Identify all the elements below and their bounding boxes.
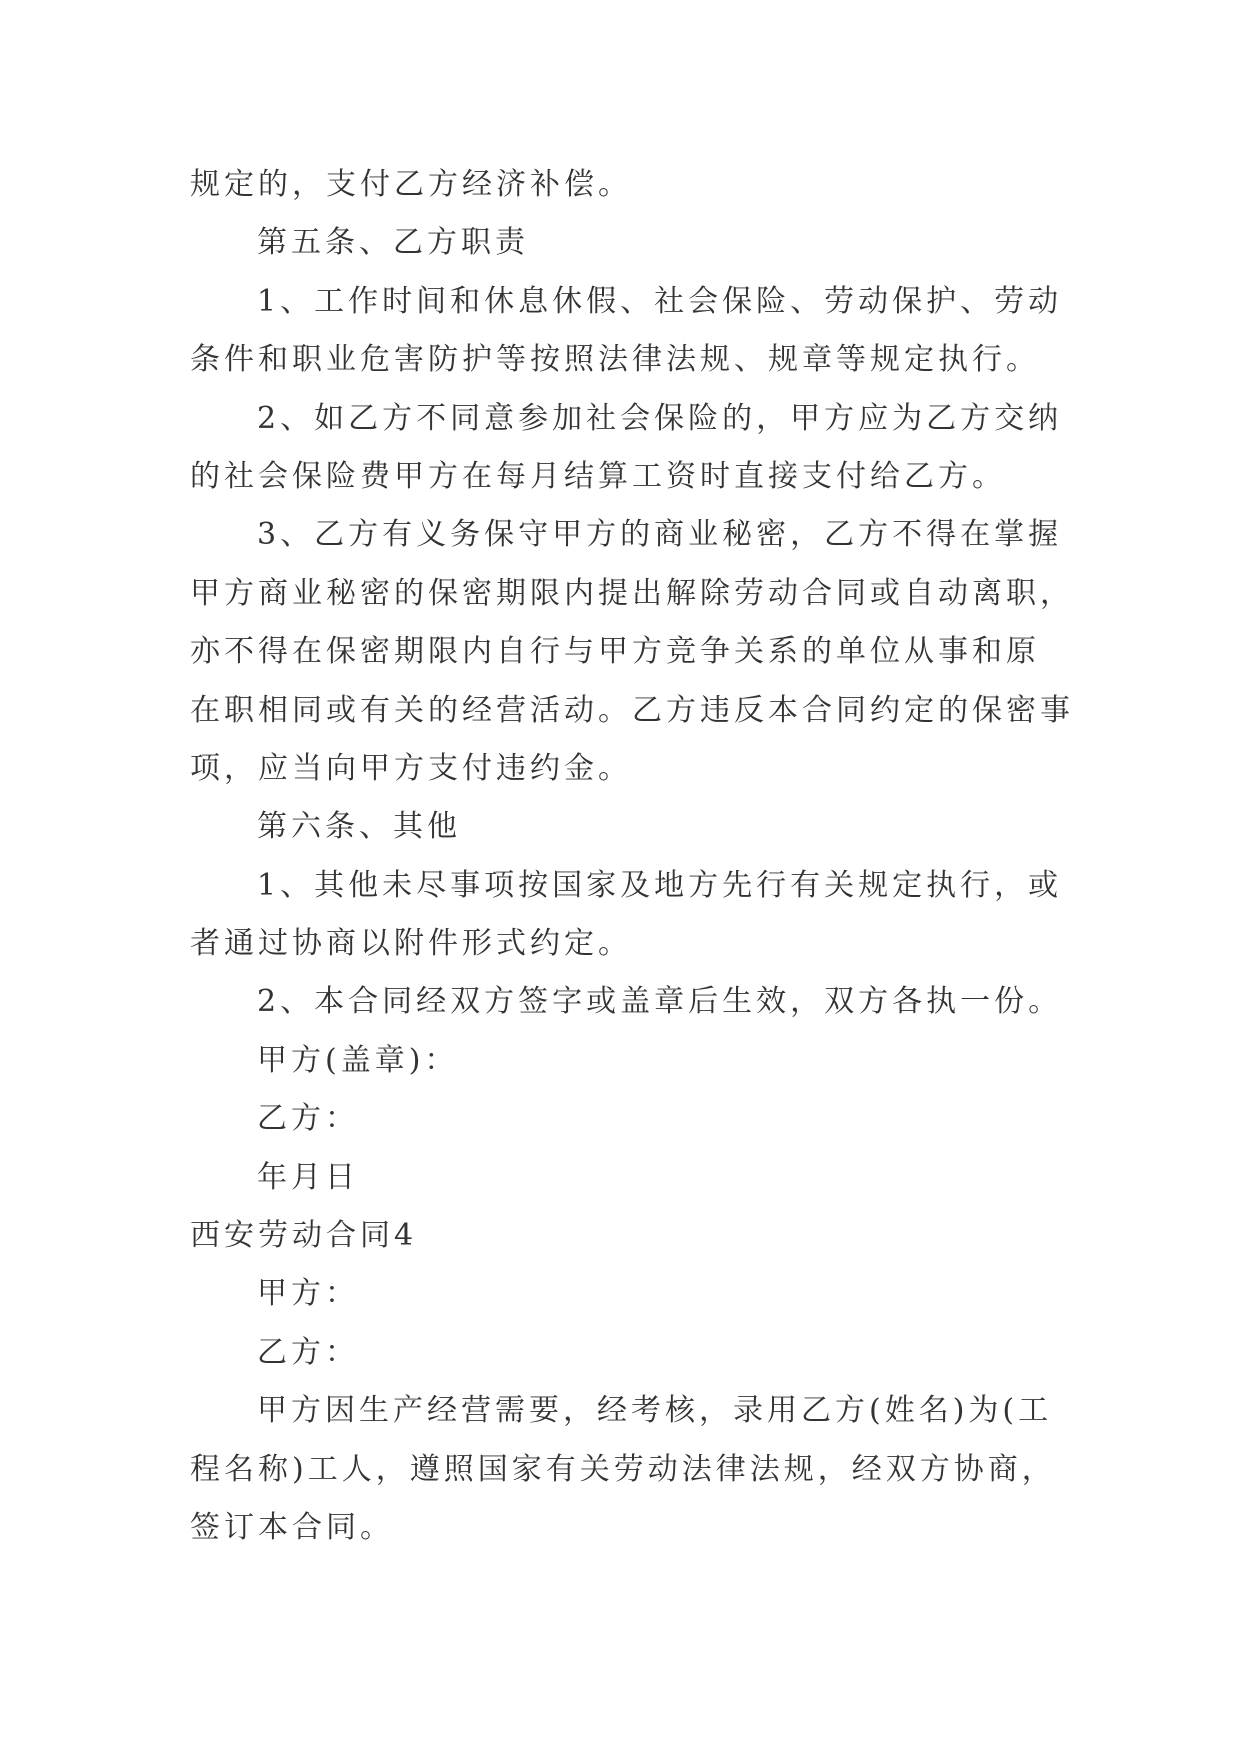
party-a-field: 甲方： (257, 1276, 359, 1312)
text-line: 者通过协商以附件形式约定。 (190, 926, 632, 962)
date-field: 年月日 (257, 1159, 359, 1195)
text-line: 在职相同或有关的经营活动。乙方违反本合同约定的保密事 (190, 692, 1074, 728)
text-line: 2、如乙方不同意参加社会保险的，甲方应为乙方交纳 (257, 400, 1063, 436)
text-line: 2、本合同经双方签字或盖章后生效，双方各执一份。 (257, 984, 1063, 1020)
section-heading: 第五条、乙方职责 (257, 225, 529, 261)
text-line: 条件和职业危害防护等按照法律法规、规章等规定执行。 (190, 342, 1040, 378)
text-line: 亦不得在保密期限内自行与甲方竞争关系的单位从事和原 (190, 634, 1040, 670)
text-line: 1、其他未尽事项按国家及地方先行有关规定执行，或 (257, 867, 1063, 903)
text-line: 程名称)工人，遵照国家有关劳动法律法规，经双方协商， (190, 1451, 1056, 1487)
text-line: 甲方因生产经营需要，经考核，录用乙方(姓名)为(工 (257, 1393, 1053, 1429)
signature-field-party-a: 甲方(盖章)： (257, 1042, 459, 1078)
party-b-field: 乙方： (257, 1334, 359, 1370)
text-line: 甲方商业秘密的保密期限内提出解除劳动合同或自动离职， (190, 575, 1074, 611)
text-line: 1、工作时间和休息休假、社会保险、劳动保护、劳动 (257, 283, 1063, 319)
text-line: 签订本合同。 (190, 1509, 394, 1545)
text-line: 3、乙方有义务保守甲方的商业秘密，乙方不得在掌握 (257, 517, 1063, 553)
document-title: 西安劳动合同4 (190, 1218, 418, 1254)
text-line: 项，应当向甲方支付违约金。 (190, 750, 632, 786)
signature-field-party-b: 乙方： (257, 1101, 359, 1137)
text-line: 的社会保险费甲方在每月结算工资时直接支付给乙方。 (190, 458, 1006, 494)
section-heading: 第六条、其他 (257, 809, 461, 845)
text-line: 规定的，支付乙方经济补偿。 (190, 167, 632, 202)
document-body (190, 156, 1074, 1557)
